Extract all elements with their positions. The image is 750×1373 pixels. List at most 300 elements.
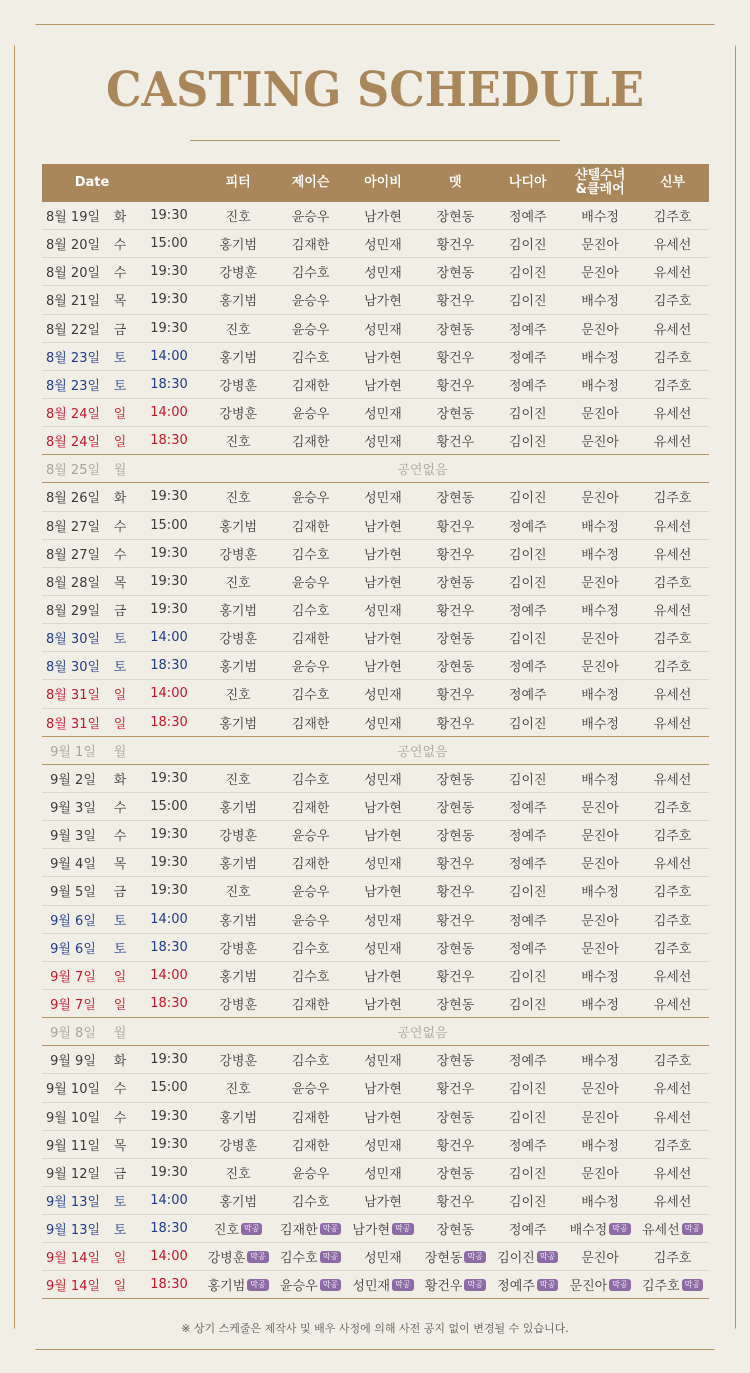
final-show-badge: 막공	[682, 1223, 703, 1235]
cast-cell	[419, 1163, 491, 1182]
cast-cell	[636, 600, 708, 619]
cast-cell	[347, 262, 419, 281]
cast-cell	[347, 1163, 419, 1182]
cast-name: 유세선	[653, 238, 692, 254]
cast-name: 장현동	[436, 266, 475, 282]
cast-name: 김재한	[291, 1138, 330, 1154]
cast-cell	[636, 1275, 708, 1294]
row-date: 8월 30일	[45, 660, 101, 676]
cast-cell	[202, 1107, 274, 1126]
cast-name: 진호	[225, 688, 251, 704]
row-date: 9월 1일	[50, 744, 96, 760]
cast-cell	[419, 684, 491, 703]
cast-name: 정예주	[508, 941, 547, 957]
row-date: 9월 11일	[45, 1138, 101, 1154]
cast-cell	[347, 375, 419, 394]
cast-name: 유세선	[653, 1110, 692, 1126]
cast-cell	[347, 600, 419, 619]
table-row	[42, 849, 709, 877]
cast-name: 강병훈	[219, 266, 258, 282]
cast-name: 남가현	[364, 1110, 402, 1126]
cast-name: 진호	[225, 772, 251, 788]
row-date: 8월 20일	[45, 238, 101, 254]
cast-cell	[419, 910, 491, 929]
cast-cell	[492, 347, 564, 366]
row-date: 9월 14일	[45, 1251, 101, 1267]
cast-cell	[347, 1135, 419, 1154]
table-header	[42, 164, 709, 202]
cast-cell	[202, 319, 274, 338]
cast-name: 홍기범	[219, 294, 258, 310]
cast-cell	[492, 1247, 564, 1266]
cast-cell	[347, 1191, 419, 1210]
cast-name: 황건우	[436, 1082, 475, 1098]
row-time: 19:30	[150, 1108, 188, 1124]
row-date: 8월 28일	[45, 575, 101, 591]
table-row	[42, 258, 709, 286]
row-day: 수	[113, 519, 127, 535]
cast-name: 강병훈	[219, 941, 258, 957]
cast-cell	[636, 1247, 708, 1266]
cast-name: 유세선	[653, 519, 692, 535]
cast-name: 김주호	[653, 575, 692, 591]
cast-cell	[564, 769, 636, 788]
cast-name: 김이진	[508, 1110, 547, 1126]
cast-cell	[492, 684, 564, 703]
cast-name: 김주호	[653, 632, 692, 648]
cast-cell	[419, 206, 491, 225]
cast-name: 남가현	[364, 632, 402, 648]
cast-cell	[347, 1078, 419, 1097]
cast-name: 성민재	[364, 1166, 402, 1182]
cast-cell	[419, 1247, 491, 1266]
cast-cell	[564, 994, 636, 1013]
cast-cell	[492, 966, 564, 985]
cast-name: 성민재	[364, 322, 402, 338]
row-date: 8월 25일	[45, 463, 101, 479]
cast-cell	[274, 1191, 346, 1210]
cast-cell	[419, 487, 491, 506]
cast-name: 김재한	[291, 238, 330, 254]
table-row	[42, 483, 709, 511]
cast-name: 남가현	[352, 1223, 391, 1239]
cast-cell	[202, 600, 274, 619]
cast-cell	[347, 516, 419, 535]
cast-cell	[274, 487, 346, 506]
cast-cell	[419, 347, 491, 366]
row-day: 수	[113, 1110, 127, 1126]
cast-cell	[419, 544, 491, 563]
cast-name: 김수호	[291, 604, 330, 620]
cast-name: 남가현	[364, 519, 402, 535]
cast-cell	[347, 234, 419, 253]
row-time: 14:00	[150, 348, 188, 364]
cast-name: 윤승우	[291, 885, 330, 901]
row-day: 토	[113, 913, 127, 929]
cast-cell	[274, 234, 346, 253]
cast-cell	[564, 544, 636, 563]
cast-name: 진호	[213, 1223, 240, 1239]
table-row	[42, 680, 709, 708]
row-time: 19:30	[150, 1164, 188, 1180]
cast-cell	[274, 431, 346, 450]
cast-name: 배수정	[581, 885, 619, 901]
table-row	[42, 343, 709, 371]
row-day: 토	[113, 632, 127, 648]
cast-cell	[202, 487, 274, 506]
cast-cell	[564, 1275, 636, 1294]
cast-name: 김재한	[291, 801, 330, 817]
cast-name: 배수정	[581, 350, 619, 366]
row-day: 토	[113, 660, 127, 676]
row-date: 8월 31일	[45, 716, 101, 732]
cast-name: 김재한	[291, 998, 330, 1013]
cast-name: 김수호	[291, 969, 330, 985]
cast-name: 문진아	[581, 660, 619, 676]
cast-name: 김주호	[653, 885, 692, 901]
cast-name: 김주호	[653, 913, 692, 929]
no-show-label: 공연없음	[397, 744, 448, 760]
cast-name: 김이진	[508, 1194, 547, 1210]
row-date: 8월 24일	[45, 435, 101, 451]
row-date: 9월 5일	[50, 885, 96, 901]
cast-name: 배수정	[581, 1194, 619, 1210]
cast-cell	[347, 1050, 419, 1069]
cast-name: 윤승우	[291, 210, 330, 226]
cast-name: 홍기범	[219, 716, 258, 732]
row-day: 수	[113, 801, 127, 817]
cast-name: 유세선	[653, 1194, 692, 1210]
cast-cell	[492, 769, 564, 788]
row-time: 19:30	[150, 489, 188, 505]
row-time: 19:30	[150, 827, 188, 843]
cast-cell	[202, 375, 274, 394]
cast-name: 장현동	[424, 1251, 463, 1267]
cast-cell	[419, 853, 491, 872]
cast-cell	[636, 1191, 708, 1210]
cast-cell	[636, 797, 708, 816]
cast-name: 김이진	[508, 772, 547, 788]
cast-cell	[202, 206, 274, 225]
cast-cell	[636, 853, 708, 872]
cast-name: 황건우	[436, 857, 475, 873]
table-row	[42, 934, 709, 962]
cast-name: 장현동	[436, 772, 475, 788]
cast-cell	[347, 628, 419, 647]
row-day: 목	[113, 575, 127, 591]
cast-name: 정예주	[497, 1279, 535, 1295]
table-row	[42, 1159, 709, 1187]
row-date: 9월 4일	[50, 857, 96, 873]
cast-cell	[274, 1078, 346, 1097]
schedule-table	[42, 164, 709, 1299]
cast-name: 성민재	[364, 238, 402, 254]
cast-name: 정예주	[508, 1223, 547, 1239]
cast-cell	[347, 684, 419, 703]
cast-name: 남가현	[364, 969, 402, 985]
cast-name: 유세선	[653, 857, 692, 873]
cast-cell	[492, 403, 564, 422]
no-show-label: 공연없음	[397, 1026, 448, 1042]
cast-name: 김주호	[653, 1251, 692, 1267]
cast-name: 홍기범	[219, 238, 258, 254]
cast-cell	[202, 797, 274, 816]
cast-cell	[564, 487, 636, 506]
cast-cell	[274, 375, 346, 394]
row-time: 18:30	[150, 939, 188, 955]
cast-cell	[564, 206, 636, 225]
cast-name: 유세선	[653, 547, 692, 563]
table-row	[42, 596, 709, 624]
cast-cell	[492, 1191, 564, 1210]
header-jason: 제이슨	[291, 175, 330, 190]
row-time: 18:30	[150, 433, 188, 449]
cast-cell	[274, 319, 346, 338]
row-day: 화	[113, 491, 127, 507]
cast-name: 장현동	[436, 829, 475, 845]
cast-name: 홍기범	[219, 1110, 258, 1126]
row-date: 9월 6일	[50, 941, 96, 957]
row-date: 8월 29일	[45, 604, 101, 620]
cast-name: 윤승우	[291, 491, 330, 507]
cast-cell	[636, 994, 708, 1013]
cast-cell	[274, 262, 346, 281]
cast-name: 김이진	[497, 1251, 535, 1267]
cast-name: 김재한	[291, 378, 330, 394]
row-day: 일	[113, 998, 127, 1013]
cast-name: 황건우	[436, 885, 475, 901]
cast-name: 남가현	[364, 547, 402, 563]
cast-cell	[492, 1107, 564, 1126]
cast-name: 김주호	[653, 491, 692, 507]
row-date: 9월 13일	[45, 1194, 101, 1210]
cast-cell	[274, 853, 346, 872]
cast-name: 정예주	[508, 913, 547, 929]
cast-cell	[419, 1078, 491, 1097]
cast-name: 황건우	[436, 294, 475, 310]
cast-cell	[419, 881, 491, 900]
cast-cell	[636, 206, 708, 225]
cast-cell	[274, 1163, 346, 1182]
cast-name: 강병훈	[219, 407, 258, 423]
cast-name: 진호	[225, 435, 251, 451]
cast-cell	[564, 853, 636, 872]
cast-name: 남가현	[364, 1194, 402, 1210]
final-show-badge: 막공	[241, 1223, 262, 1235]
cast-name: 배수정	[581, 519, 619, 535]
cast-name: 윤승우	[291, 1082, 330, 1098]
cast-cell	[274, 825, 346, 844]
cast-cell	[419, 994, 491, 1013]
row-time: 19:30	[150, 1052, 188, 1068]
cast-cell	[202, 713, 274, 732]
table-row-no-show	[42, 1018, 709, 1046]
cast-name: 윤승우	[291, 294, 330, 310]
row-time: 19:30	[150, 573, 188, 589]
cast-name: 홍기범	[219, 857, 258, 873]
cast-cell	[636, 403, 708, 422]
cast-name: 문진아	[581, 913, 619, 929]
cast-cell	[419, 262, 491, 281]
cast-cell	[274, 797, 346, 816]
cast-cell	[347, 347, 419, 366]
cast-name: 성민재	[364, 716, 402, 732]
row-time: 15:00	[150, 517, 188, 533]
cast-cell	[347, 769, 419, 788]
row-day: 일	[113, 1251, 127, 1267]
row-time: 19:30	[150, 292, 188, 308]
row-day: 금	[113, 604, 127, 620]
cast-cell	[564, 572, 636, 591]
cast-cell	[492, 319, 564, 338]
table-row	[42, 906, 709, 934]
final-show-badge: 막공	[537, 1251, 558, 1263]
row-day: 일	[113, 435, 127, 451]
cast-name: 문진아	[581, 857, 619, 873]
cast-cell	[202, 516, 274, 535]
cast-name: 장현동	[436, 660, 475, 676]
cast-name: 남가현	[364, 350, 402, 366]
cast-cell	[274, 769, 346, 788]
row-day: 토	[113, 1194, 127, 1210]
cast-cell	[347, 797, 419, 816]
cast-name: 강병훈	[219, 998, 258, 1013]
cast-cell	[564, 234, 636, 253]
cast-name: 진호	[225, 322, 251, 338]
row-time: 18:30	[150, 1277, 188, 1293]
table-row	[42, 793, 709, 821]
cast-name: 배수정	[581, 1138, 619, 1154]
table-row	[42, 821, 709, 849]
cast-cell	[274, 516, 346, 535]
row-day: 수	[113, 266, 127, 282]
cast-cell	[202, 572, 274, 591]
cast-name: 김수호	[280, 1251, 318, 1267]
cast-cell	[274, 403, 346, 422]
cast-name: 김이진	[508, 885, 547, 901]
cast-name: 김주호	[653, 210, 692, 226]
cast-name: 김이진	[508, 632, 547, 648]
row-day: 수	[113, 547, 127, 563]
cast-name: 정예주	[508, 210, 547, 226]
row-date: 9월 3일	[50, 829, 96, 845]
row-date: 8월 20일	[45, 266, 101, 282]
cast-cell	[636, 516, 708, 535]
row-day: 일	[113, 969, 127, 985]
cast-name: 장현동	[436, 322, 475, 338]
cast-name: 성민재	[364, 688, 402, 704]
cast-name: 문진아	[581, 1251, 619, 1267]
table-row-no-show	[42, 737, 709, 765]
row-date: 9월 8일	[50, 1026, 96, 1042]
row-time: 18:30	[150, 1221, 188, 1237]
row-date: 9월 10일	[45, 1082, 101, 1098]
cast-name: 유세선	[653, 969, 692, 985]
cast-name: 장현동	[436, 632, 475, 648]
cast-cell	[564, 1219, 636, 1238]
cast-name: 진호	[225, 210, 251, 226]
cast-cell	[274, 656, 346, 675]
cast-cell	[492, 825, 564, 844]
row-time: 19:30	[150, 770, 188, 786]
cast-cell	[492, 290, 564, 309]
cast-cell	[347, 994, 419, 1013]
cast-name: 강병훈	[219, 829, 258, 845]
cast-name: 성민재	[364, 941, 402, 957]
cast-cell	[564, 1163, 636, 1182]
row-time: 18:30	[150, 376, 188, 392]
cast-name: 남가현	[364, 829, 402, 845]
cast-cell	[274, 910, 346, 929]
cast-name: 진호	[225, 575, 251, 591]
cast-cell	[202, 769, 274, 788]
cast-name: 황건우	[436, 716, 475, 732]
header-ivy: 아이비	[364, 175, 402, 190]
row-day: 수	[113, 829, 127, 845]
cast-cell	[202, 1191, 274, 1210]
cast-cell	[636, 656, 708, 675]
row-day: 월	[113, 744, 127, 760]
cast-cell	[419, 628, 491, 647]
final-show-badge: 막공	[609, 1223, 630, 1235]
cast-name: 배수정	[581, 547, 619, 563]
cast-name: 성민재	[364, 1251, 402, 1267]
cast-cell	[274, 290, 346, 309]
row-day: 토	[113, 941, 127, 957]
row-day: 토	[113, 1223, 127, 1239]
row-date: 9월 13일	[45, 1223, 101, 1239]
cast-name: 김이진	[508, 716, 547, 732]
cast-name: 문진아	[581, 941, 619, 957]
table-row	[42, 765, 709, 793]
table-row	[42, 427, 709, 455]
cast-name: 장현동	[436, 210, 475, 226]
cast-name: 김수호	[291, 547, 330, 563]
row-time: 19:30	[150, 855, 188, 871]
cast-name: 배수정	[581, 998, 619, 1013]
cast-cell	[492, 994, 564, 1013]
cast-cell	[202, 994, 274, 1013]
cast-name: 김이진	[508, 294, 547, 310]
cast-cell	[492, 234, 564, 253]
cast-name: 황건우	[436, 913, 475, 929]
cast-name: 문진아	[581, 266, 619, 282]
cast-cell	[274, 347, 346, 366]
cast-name: 김이진	[508, 407, 547, 423]
table-row	[42, 1103, 709, 1131]
no-show-label: 공연없음	[397, 463, 448, 479]
cast-cell	[419, 234, 491, 253]
cast-name: 김주호	[653, 941, 692, 957]
cast-name: 윤승우	[280, 1279, 318, 1295]
cast-cell	[492, 544, 564, 563]
cast-cell	[419, 797, 491, 816]
cast-name: 황건우	[436, 238, 475, 254]
cast-name: 문진아	[581, 238, 619, 254]
cast-cell	[636, 938, 708, 957]
table-row	[42, 371, 709, 399]
table-row	[42, 315, 709, 343]
cast-cell	[636, 234, 708, 253]
cast-name: 김주호	[653, 378, 692, 394]
cast-name: 배수정	[581, 294, 619, 310]
cast-name: 홍기범	[219, 969, 258, 985]
cast-cell	[202, 938, 274, 957]
table-row	[42, 1131, 709, 1159]
row-day: 월	[113, 463, 127, 479]
cast-cell	[347, 938, 419, 957]
cast-cell	[274, 544, 346, 563]
